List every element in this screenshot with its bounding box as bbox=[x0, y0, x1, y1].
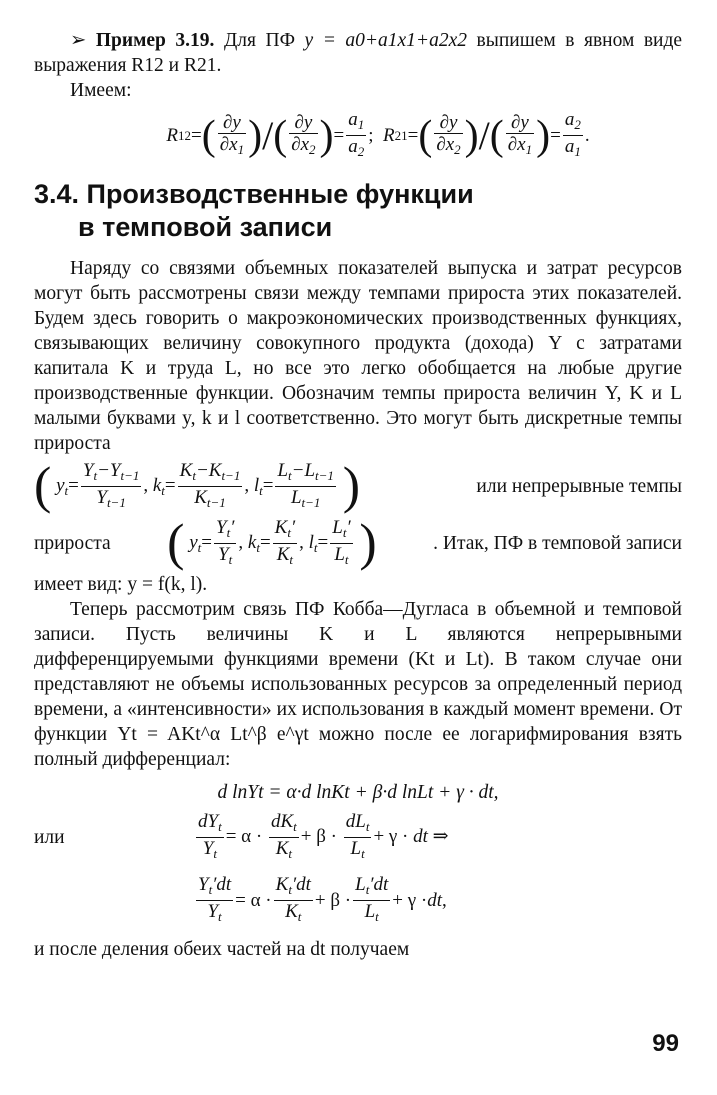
paragraph-2: Теперь рассмотрим связь ПФ Кобба—Дугласа в объемной и темповой записи. Пусть величины K и L являются непрерывными дифференцируемыми функциями времени (Kt и Lt). В таком случае они представляют не объемы использованных ресурсов за определенный период времени, а «интенсивности» их использования в каждый момент времени. От функции Yt = AKt^α Lt^β e^γt можно после ее логарифмирования взять полный дифференциал: bbox=[34, 599, 682, 770]
equation-1: d lnYt = α·d lnKt + β·d lnLt + γ · dt, bbox=[217, 782, 499, 803]
page-number: 99 bbox=[652, 1030, 679, 1057]
section-title-line2: в темповой записи bbox=[78, 212, 333, 242]
equation-3: $\frac{Y_t'dt}{Y_t}$ = α · $\frac{K_t'dt}{K_t}$ + β · $\frac{L_t'dt}{L_t}$ + γ · dt , bbox=[198, 874, 447, 924]
equation-2-row: или $\frac{dY_t}{Y_t}$ = α · $\frac{dK_t}{K_t}$ + β · $\frac{dL_t}{L_t}$ + γ · dt ⇒ bbox=[34, 811, 449, 861]
example-label: Пример 3.19. bbox=[95, 30, 215, 51]
r12-r21-formula: R 12 = ( $\frac{\partial y}{\partial x_1}$ ) / ( $\frac{\partial y}{\partial x_2}$ ) = $\frac{a_1}{a_2}$ ; R 21 = ( $\frac{\partial y}{\partial x_2}$ ) / ( $\frac{\partial y}{\partial x_1}$ ) = $\frac{a_2}{a_1}$ . bbox=[166, 109, 590, 159]
discrete-tail: или непрерывные темпы bbox=[476, 475, 682, 497]
section-heading bbox=[34, 178, 682, 244]
example-line bbox=[34, 28, 682, 78]
paragraph-1: Наряду со связями объемных показателей выпуска и затрат ресурсов могут быть рассмотрены связи между темпами прироста этих показателей. Будем здесь говорить о макроэкономических производственных функциях, связывающих величину совокупного продукта (дохода) Y с затратами капитала K и труда L, но все это легко обобщается на любые другие производственные функции. Обозначим темпы прироста величин Y, K и L малыми буквами y, k и l соответственно. Это могут быть дискретные темпы прироста bbox=[34, 258, 682, 454]
discrete-rates-formula: ( $y_t=$ $\frac{Y_t-Y_{t-1}}{Y_{t-1}}$ , $k_t=$ $\frac{K_t-K_{t-1}}{K_{t-1}}$ , $l_t=$ $\frac{L_t-L_{t-1}}{L_{t-1}}$ ) или непрерывные темпы bbox=[34, 457, 682, 515]
continuous-tail: . Итак, ПФ в темповой записи bbox=[433, 532, 682, 554]
arrow-marker: ➢ bbox=[70, 30, 87, 51]
example-formula: y = a0+a1x1+a2x2 bbox=[304, 30, 467, 51]
paragraph-1-end: имеет вид: y = f(k, l). bbox=[34, 574, 208, 595]
example-text-a: Для ПФ bbox=[223, 30, 295, 51]
section-title-line1: 3.4. Производственные функции bbox=[34, 179, 474, 209]
have-label: Имеем: bbox=[70, 80, 132, 101]
example-text-b: выпишем в явном виде выражения R12 и R21. bbox=[34, 30, 683, 76]
continuous-lead: прироста bbox=[34, 532, 111, 554]
or-label: или bbox=[34, 826, 65, 848]
continuous-rates-formula: прироста ( $y_t=$ $\frac{Y_t'}{Y_t}$ , $k_t=$ $\frac{K_t'}{K_t}$ , $l_t=$ $\frac{L_t'}{L_t}$ ) . Итак, ПФ в темповой записи bbox=[34, 514, 682, 572]
final-line: и после деления обеих частей на dt получаем bbox=[34, 939, 410, 960]
page-content bbox=[34, 28, 682, 962]
